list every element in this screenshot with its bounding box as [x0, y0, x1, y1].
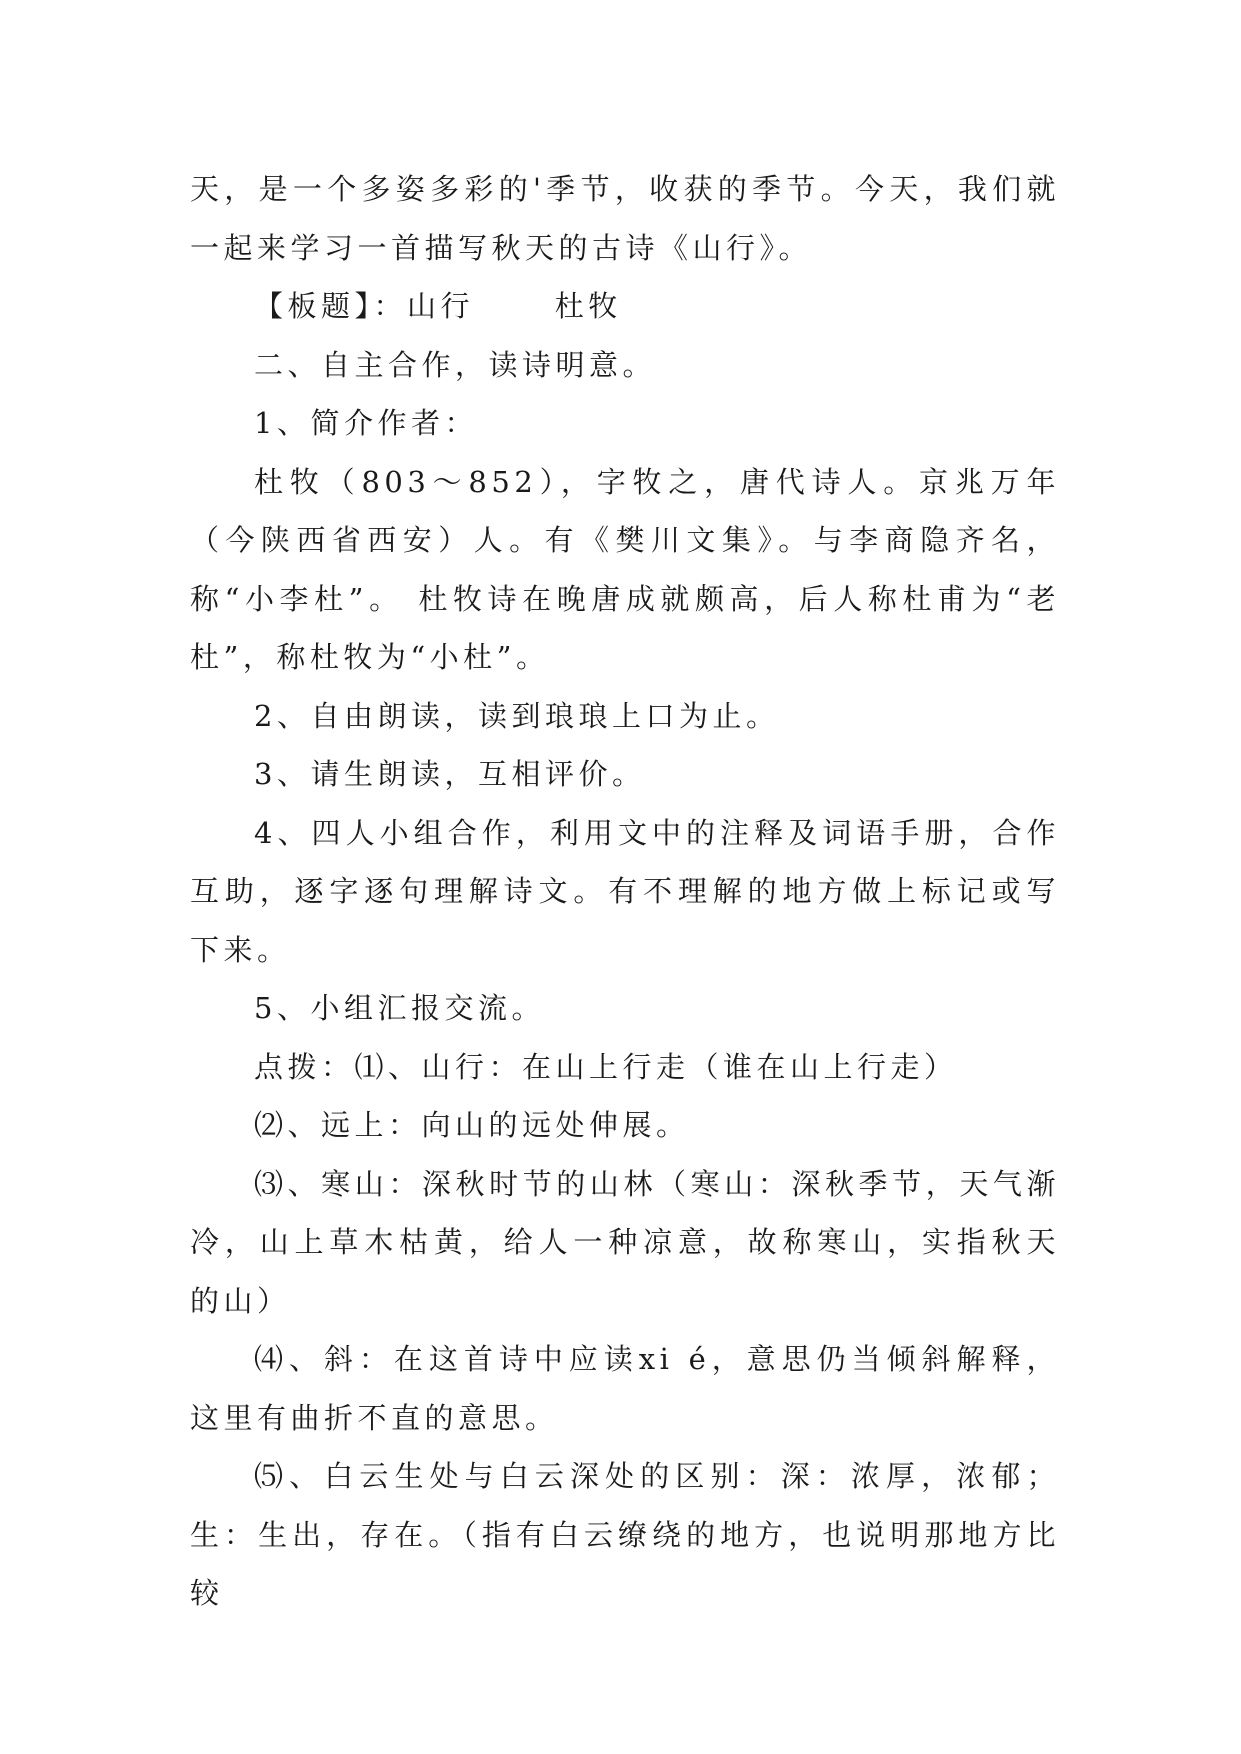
- document-body: [190, 160, 1060, 1623]
- step-2: 2、自由朗读，读到琅琅上口为止。: [254, 698, 780, 733]
- step-3: 3、请生朗读，互相评价。: [254, 757, 646, 791]
- step-4: 4、四人小组合作，利用文中的注释及词语手册，合作互助，逐字逐句理解诗文。有不理解的地方做上标记或写下来。: [190, 815, 1060, 967]
- paragraph-board-title: 【板题】：山行 杜牧: [254, 289, 622, 323]
- note-3: ⑶、寒山：深秋时节的山林（寒山：深秋季节，天气渐冷，山上草木枯黄，给人一种凉意，故称寒山，实指秋天的山）: [190, 1166, 1060, 1318]
- note-1: 点拨：⑴、山行：在山上行走（谁在山上行走）: [254, 1049, 958, 1084]
- paragraph-intro-continuation: 天，是一个多姿多彩的'季节，收获的季节。今天，我们就一起来学习一首描写秋天的古诗《山行》。: [190, 172, 1060, 265]
- step-5: 5、小组汇报交流。: [254, 991, 545, 1025]
- step-1-heading: 1、简介作者：: [254, 406, 478, 440]
- note-4: ⑷、斜：在这首诗中应读xi é，意思仍当倾斜解释，这里有曲折不直的意思。: [190, 1342, 1060, 1435]
- note-5: ⑸、白云生处与白云深处的区别：深：浓厚，浓郁；生：生出，存在。（指有白云缭绕的地方，也说明那地方比较: [190, 1459, 1060, 1610]
- paragraph-author-bio: 杜牧（803～852），字牧之，唐代诗人。京兆万年（今陕西省西安）人。有《樊川文集》。与李商隐齐名，称“小李杜”。 杜牧诗在晚唐成就颇高，后人称杜甫为“老杜”，称杜牧为“小杜”。: [190, 464, 1060, 674]
- section-heading-cooperation: 二、自主合作，读诗明意。: [254, 347, 657, 382]
- note-2: ⑵、远上：向山的远处伸展。: [254, 1108, 690, 1142]
